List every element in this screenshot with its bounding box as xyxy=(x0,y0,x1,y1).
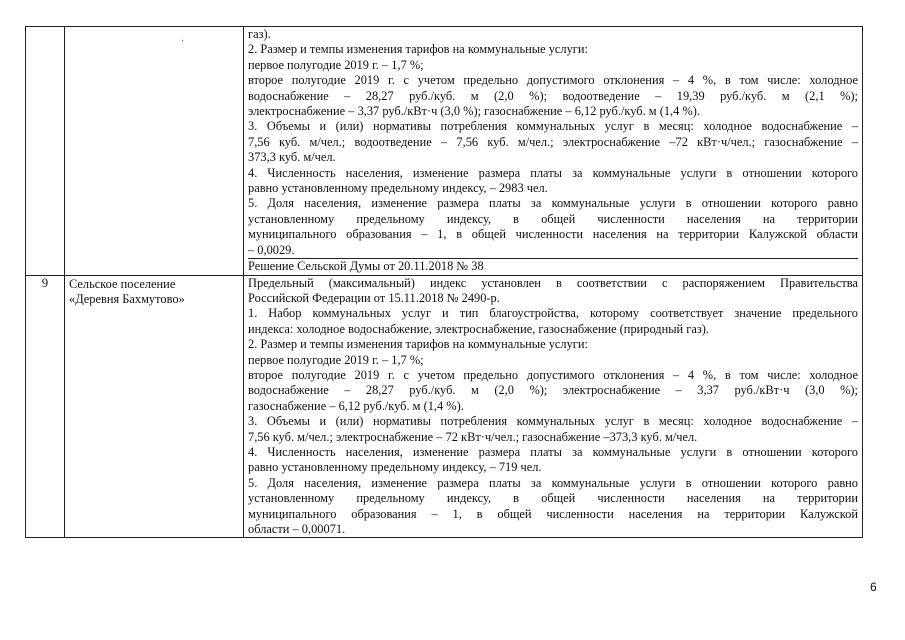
text-line: индекса: холодное водоснабжение, электроснабжение, газоснабжение (природный газ). xyxy=(248,321,709,336)
text-line: 5. Доля населения, изменение размера платы за коммунальные услуги в отношении которого равно xyxy=(248,475,858,490)
text-line: газ). xyxy=(248,27,271,41)
text-line: установленному предельному индексу, в общей численности населения на территории xyxy=(248,491,858,506)
text-line: 1. Набор коммунальных услуг и тип благоустройства, которому соответствует значение предельного xyxy=(248,306,858,321)
text-line: 4. Численность населения, изменение размера платы за коммунальные услуги в отношении которого xyxy=(248,444,858,459)
tariff-details-cell xyxy=(244,27,863,276)
text-line: 7,56 куб. м/чел.; электроснабжение – 72 кВт·ч/чел.; газоснабжение –373,3 куб. м/чел. xyxy=(248,429,698,444)
tariff-table xyxy=(25,26,863,538)
text-line: водоснабжение – 28,27 руб./куб. м (2,0 %); электроснабжение – 3,37 руб./кВт·ч (3,0 %); xyxy=(248,383,858,398)
tariff-details-cell xyxy=(244,275,863,538)
text-line: второе полугодие 2019 г. с учетом предельно допустимого отклонения – 4 %, в том числе: холодное xyxy=(248,367,858,382)
text-line: первое полугодие 2019 г. – 1,7 %; xyxy=(248,352,424,367)
text-line: водоснабжение – 28,27 руб./куб. м (2,0 %); водоотведение – 19,39 руб./куб. м (2,1 %); xyxy=(248,88,858,103)
text-line: 3. Объемы и (или) нормативы потребления коммунальных услуг в месяц: холодное водоснабжение – xyxy=(248,119,858,134)
row-number-cell: 9 xyxy=(26,275,65,538)
table-row xyxy=(26,27,863,276)
text-line: 4. Численность населения, изменение размера платы за коммунальные услуги в отношении которого xyxy=(248,165,858,180)
settlement-name-line: Сельское поселение xyxy=(69,276,176,291)
settlement-name-cell xyxy=(65,27,244,276)
scan-speck: · xyxy=(181,36,185,47)
text-line: Предельный (максимальный) индекс установлен в соответствии с распоряжением Правительства xyxy=(248,275,858,290)
decision-reference: Решение Сельской Думы от 20.11.2018 № 38 xyxy=(248,258,858,274)
text-line: муниципального образования – 1, в общей численности населения на территории Калужской области xyxy=(248,227,858,242)
text-line: 7,56 куб. м/чел.; водоотведение – 7,56 куб. м/чел.; электроснабжение –72 кВт·ч/чел.; газоснабжение – xyxy=(248,134,858,149)
text-line: второе полугодие 2019 г. с учетом предельно допустимого отклонения – 4 %, в том числе: холодное xyxy=(248,73,858,88)
row-number-cell xyxy=(26,27,65,276)
text-line: 373,3 куб. м/чел. xyxy=(248,150,336,165)
page-number: 6 xyxy=(870,580,877,594)
text-line: 3. Объемы и (или) нормативы потребления коммунальных услуг в месяц: холодное водоснабжение – xyxy=(248,414,858,429)
text-line: электроснабжение – 3,37 руб./кВт·ч (3,0 %); газоснабжение – 6,12 руб./куб. м (1,4 %). xyxy=(248,104,700,119)
text-line: 2. Размер и темпы изменения тарифов на коммунальные услуги: xyxy=(248,337,588,352)
text-line: равно установленному предельному индексу, – 719 чел. xyxy=(248,460,542,475)
text-line: равно установленному предельному индексу, – 2983 чел. xyxy=(248,181,548,196)
text-line: 2. Размер и темпы изменения тарифов на коммунальные услуги: xyxy=(248,42,588,57)
text-line: муниципального образования – 1, в общей численности населения на территории Калужской xyxy=(248,506,858,521)
text-line: газоснабжение – 6,12 руб./куб. м (1,4 %). xyxy=(248,398,464,413)
text-line: Российской Федерации от 15.11.2018 № 2490-р. xyxy=(248,290,500,305)
text-line: области – 0,00071. xyxy=(248,522,346,536)
text-line: установленному предельному индексу, в общей численности населения на территории xyxy=(248,211,858,226)
table-row xyxy=(26,275,863,538)
settlement-name-cell xyxy=(65,275,244,538)
text-line: 5. Доля населения, изменение размера платы за коммунальные услуги в отношении которого равно xyxy=(248,196,858,211)
text-line: – 0,0029. xyxy=(248,242,295,257)
settlement-name-line: «Деревня Бахмутово» xyxy=(69,291,185,306)
text-line: первое полугодие 2019 г. – 1,7 %; xyxy=(248,57,424,72)
